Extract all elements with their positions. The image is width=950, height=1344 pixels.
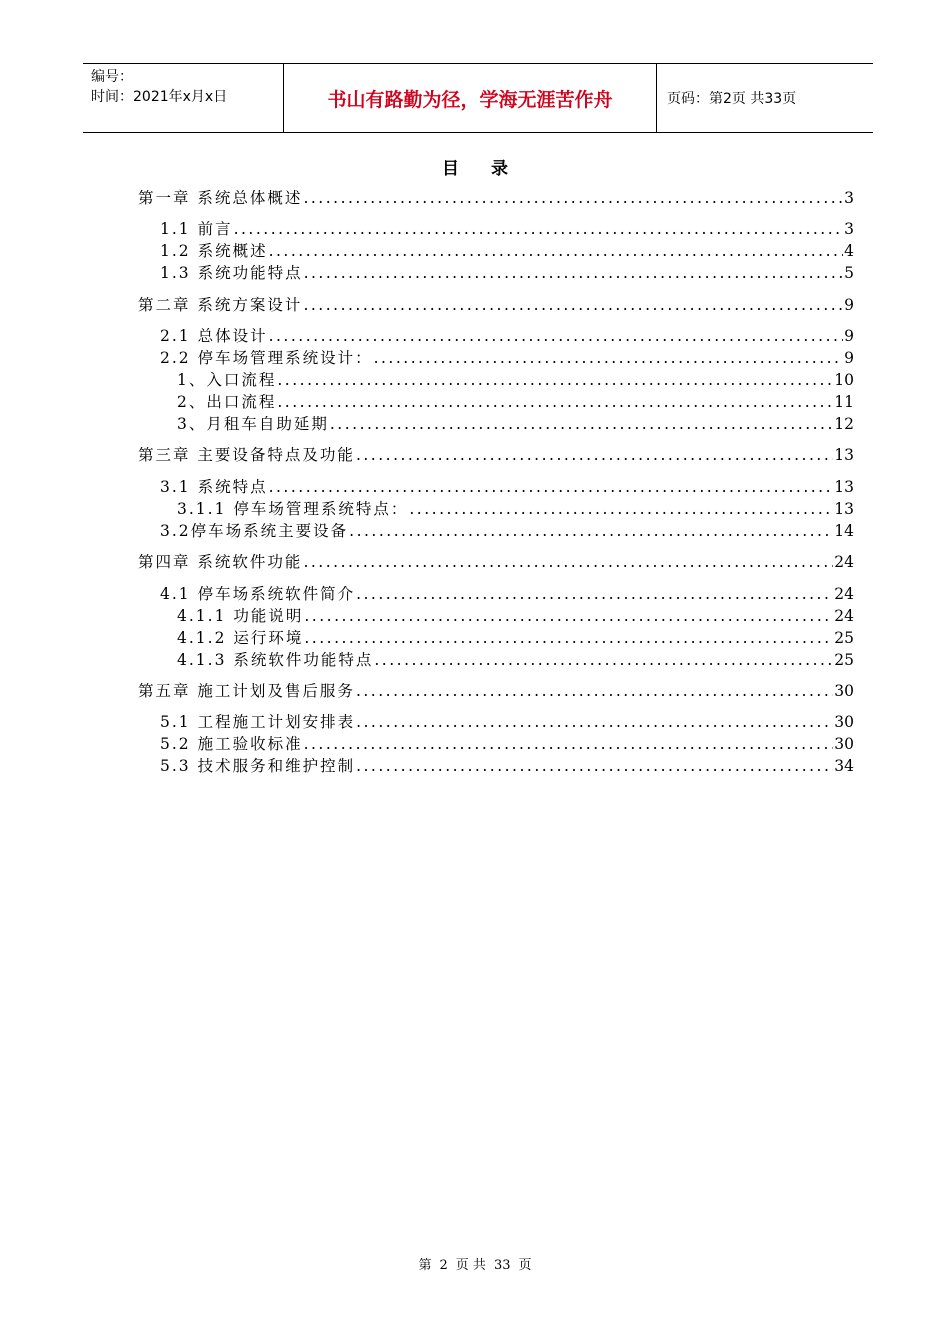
toc-leader-dots [374,651,833,669]
toc-entry-chapter[interactable] [138,679,854,701]
toc-leader-dots [304,607,833,625]
toc-entry-label: 4.1.1 功能说明 [177,607,304,625]
toc-leader-dots [374,349,844,367]
toc-leader-dots [269,478,834,496]
footer-current-page: 2 [439,1258,448,1273]
toc-entry-subsection[interactable] [177,604,854,626]
toc-entry-page: 24 [834,607,854,625]
toc-title: 目录 [442,159,540,179]
toc-entry-section[interactable] [160,324,854,346]
page-footer [0,1254,950,1273]
toc-leader-dots [269,327,844,345]
toc-entry-subsection[interactable] [177,626,854,648]
toc-leader-dots [330,415,833,433]
toc-leader-dots [304,264,844,282]
toc-entry-page: 4 [844,242,854,260]
toc-entry-section[interactable] [160,217,854,239]
toc-entry-label: 第四章 系统软件功能 [138,553,303,571]
toc-leader-dots [356,757,833,775]
toc-entry-page: 13 [834,446,854,464]
toc-entry-chapter[interactable] [138,443,854,465]
header-page-info: 页码：第2页 共33页 [667,91,797,107]
header-motto: 书山有路勤为径，学海无涯苦作舟 [284,64,657,132]
toc-leader-dots [234,220,844,238]
toc-entry-page: 14 [834,522,854,540]
toc-entry-section[interactable] [160,754,854,776]
toc-leader-dots [304,735,834,753]
toc-leader-dots [277,393,833,411]
toc-entry-page: 25 [834,651,854,669]
toc-entry-label: 3.1.1 停车场管理系统特点： [177,500,409,518]
toc-entry-section[interactable] [160,261,854,283]
toc-entry-page: 13 [834,500,854,518]
toc-entry-label: 4.1.2 运行环境 [177,629,304,647]
toc-entry-page: 30 [834,713,854,731]
toc-leader-dots [304,629,833,647]
toc-entry-subsection[interactable] [177,368,854,390]
toc-entry-chapter[interactable] [138,186,854,208]
toc-entry-label: 5.1 工程施工计划安排表 [160,713,356,731]
toc-entry-page: 5 [844,264,854,282]
toc-entry-subsection[interactable] [177,412,854,434]
toc-entry-section[interactable] [160,239,854,261]
toc-entry-page: 11 [834,393,854,411]
toc-entry-label: 第一章 系统总体概述 [138,189,303,207]
toc-leader-dots [349,522,833,540]
footer-page-suffix: 页 [518,1258,532,1273]
toc-entry-label: 1.3 系统功能特点 [160,264,303,282]
footer-page-prefix: 第 [418,1258,432,1273]
toc-entry-section[interactable] [160,732,854,754]
toc-entry-page: 24 [834,585,854,603]
toc-entry-section[interactable] [160,475,854,497]
toc-entry-label: 5.3 技术服务和维护控制 [160,757,356,775]
toc-entry-page: 9 [844,296,854,314]
toc-entry-label: 3.2停车场系统主要设备 [160,522,349,540]
toc-entry-label: 1.2 系统概述 [160,242,268,260]
toc-entry-chapter[interactable] [138,293,854,315]
toc-entry-page: 30 [834,735,854,753]
toc-leader-dots [277,371,833,389]
toc-leader-dots [356,446,833,464]
toc-entry-section[interactable] [160,582,854,604]
toc-entry-page: 9 [844,327,854,345]
toc-entry-page: 3 [844,220,854,238]
toc-entry-subsection[interactable] [177,648,854,670]
toc-entry-page: 12 [834,415,854,433]
toc-entry-label: 3.1 系统特点 [160,478,268,496]
toc-leader-dots [356,713,833,731]
toc-leader-dots [356,585,833,603]
toc-entry-page: 9 [844,349,854,367]
toc-entry-label: 2、出口流程 [177,393,277,411]
footer-page-mid: 页 共 [455,1258,486,1273]
footer-total-pages: 33 [493,1258,511,1273]
toc-leader-dots [269,242,844,260]
document-time-label: 时间：2021年x月x日 [91,89,228,105]
toc-entry-label: 3、月租车自助延期 [177,415,329,433]
toc-entry-page: 30 [834,682,854,700]
toc-entry-subsection[interactable] [177,497,854,519]
toc-entry-section[interactable] [160,519,854,541]
toc-entry-page: 34 [834,757,854,775]
toc-entry-section[interactable] [160,710,854,732]
toc-entry-subsection[interactable] [177,390,854,412]
toc-leader-dots [409,500,833,518]
toc-entry-label: 第五章 施工计划及售后服务 [138,682,355,700]
toc-entry-label: 1.1 前言 [160,220,233,238]
toc-entry-label: 4.1 停车场系统软件简介 [160,585,356,603]
toc-entry-label: 5.2 施工验收标准 [160,735,303,753]
toc-leader-dots [356,682,833,700]
toc-entry-page: 24 [834,553,854,571]
toc-entry-page: 13 [834,478,854,496]
document-number-label: 编号： [91,69,133,85]
toc-entry-page: 25 [834,629,854,647]
toc-entry-label: 2.2 停车场管理系统设计： [160,349,373,367]
toc-entry-page: 3 [844,189,854,207]
toc-entry-label: 第二章 系统方案设计 [138,296,303,314]
toc-entry-label: 4.1.3 系统软件功能特点 [177,651,374,669]
toc-entry-section[interactable] [160,346,854,368]
toc-entry-chapter[interactable] [138,550,854,572]
toc-entry-page: 10 [834,371,854,389]
toc-entry-label: 1、入口流程 [177,371,277,389]
toc-leader-dots [303,189,843,207]
toc-entry-label: 第三章 主要设备特点及功能 [138,446,355,464]
toc-leader-dots [303,296,843,314]
toc-leader-dots [303,553,833,571]
toc-entry-label: 2.1 总体设计 [160,327,268,345]
